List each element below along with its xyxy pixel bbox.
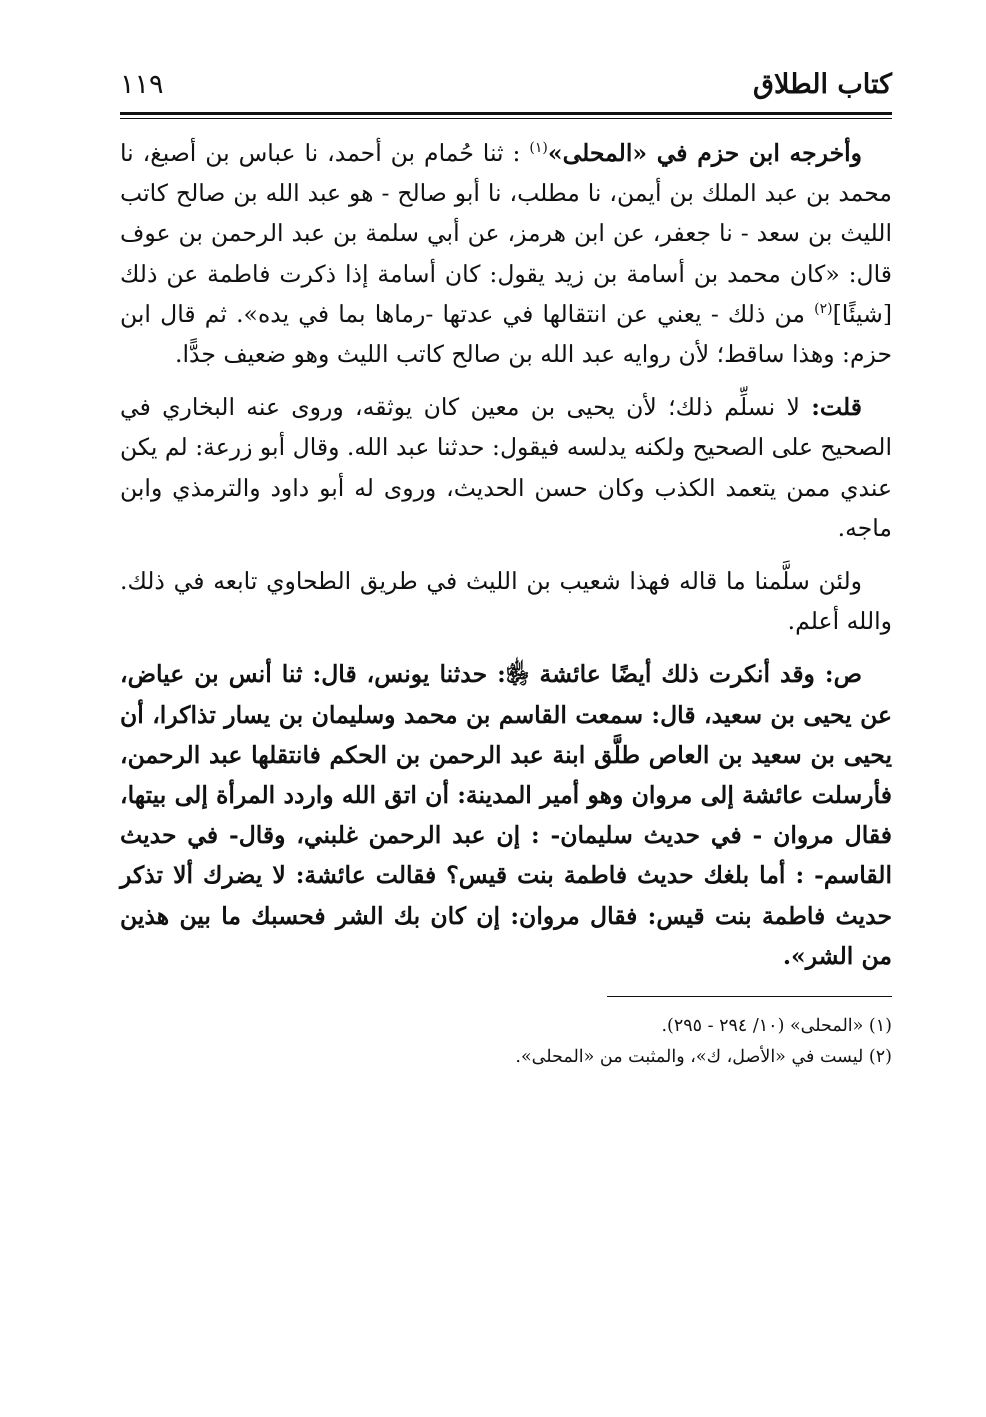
paragraph-lead: وأخرجه ابن حزم في «المحلى» bbox=[547, 139, 862, 167]
paragraph-lead: قلت: bbox=[811, 393, 862, 422]
paragraph-ibn-hazm bbox=[120, 133, 892, 374]
paragraph-text: من ذلك - يعني عن انتقالها في عدتها -رماها بما في يده». ثم قال ابن حزم: وهذا ساقط؛ لأن روايه عبد الله بن صالح كاتب الليث وهو ضعيف جدًّا. bbox=[120, 299, 892, 369]
footnote-ref-2: (٢) bbox=[814, 300, 833, 317]
page bbox=[120, 62, 892, 1073]
paragraph-text: ص: وقد أنكرت ذلك أيضًا عائشة ﵂: حدثنا يونس، قال: ثنا أنس بن عياض، عن يحيى بن سعيد، قال: سمعت القاسم بن محمد وسليمان بن يسار تذاكرا، أن يحيى بن سعيد بن العاص طلَّق ابنة عبد الرحمن بن الحكم فانتقلها عبد الرحمن، فأرسلت عائشة إلى مروان وهو أمير المدينة: أن اتق الله واردد المرأة إلى بيتها، فقال مروان - في حديث سليمان- : إن عبد الرحمن غلبني، وقال- في حديث القاسم- : أما بلغك حديث فاطمة بنت قيس؟ فقالت عائشة: لا يضرك ألا تذكر حديث فاطمة بنت قيس: فقال مروان: إن كان بك الشر فحسبك ما بين هذين من الشر». bbox=[120, 660, 892, 970]
paragraph-text: : ثنا حُمام بن أحمد، نا عباس بن أصبغ، نا محمد بن عبد الملك بن أيمن، نا مطلب، نا أبو صالح - هو عبد الله بن صالح كاتب الليث بن سعد - نا جعفر، عن ابن هرمز، عن أبي سلمة بن عبد الرحمن بن عوف قال: «كان محمد بن أسامة بن زيد يقول: كان أسامة إذا ذكرت فاطمة عن ذلك [شيئًا] bbox=[120, 139, 892, 328]
header-rule-thin bbox=[120, 118, 892, 119]
paragraph-text: ولئن سلَّمنا ما قاله فهذا شعيب بن الليث في طريق الطحاوي تابعه في ذلك. والله أعلم. bbox=[120, 567, 892, 636]
paragraph-qultu bbox=[120, 387, 892, 548]
footnote-2: (٢) ليست في «الأصل، ك»، والمثبت من «المحلى». bbox=[515, 1047, 892, 1068]
footnote-separator bbox=[607, 996, 892, 997]
page-header bbox=[120, 62, 892, 108]
footnote-ref-1: (١) bbox=[529, 140, 548, 157]
running-title: كتاب الطلاق bbox=[753, 69, 892, 100]
paragraph-shuayb bbox=[120, 561, 892, 641]
paragraph-text: لا نسلِّم ذلك؛ لأن يحيى بن معين كان يوثقه، وروى عنه البخاري في الصحيح على الصحيح ولكنه يدلسه فيقول: حدثنا عبد الله. وقال أبو زرعة: لم يكن عندي ممن يتعمد الكذب وكان حسن الحديث، وروى له أبو داود والترمذي وابن ماجه. bbox=[120, 393, 892, 542]
paragraph-aisha bbox=[120, 654, 892, 976]
header-rule-thick bbox=[120, 112, 892, 115]
body-text bbox=[120, 133, 892, 976]
page-number: ١١٩ bbox=[120, 69, 164, 100]
footnote-1: (١) «المحلى» (١٠/ ٢٩٤ - ٢٩٥). bbox=[661, 1016, 892, 1037]
